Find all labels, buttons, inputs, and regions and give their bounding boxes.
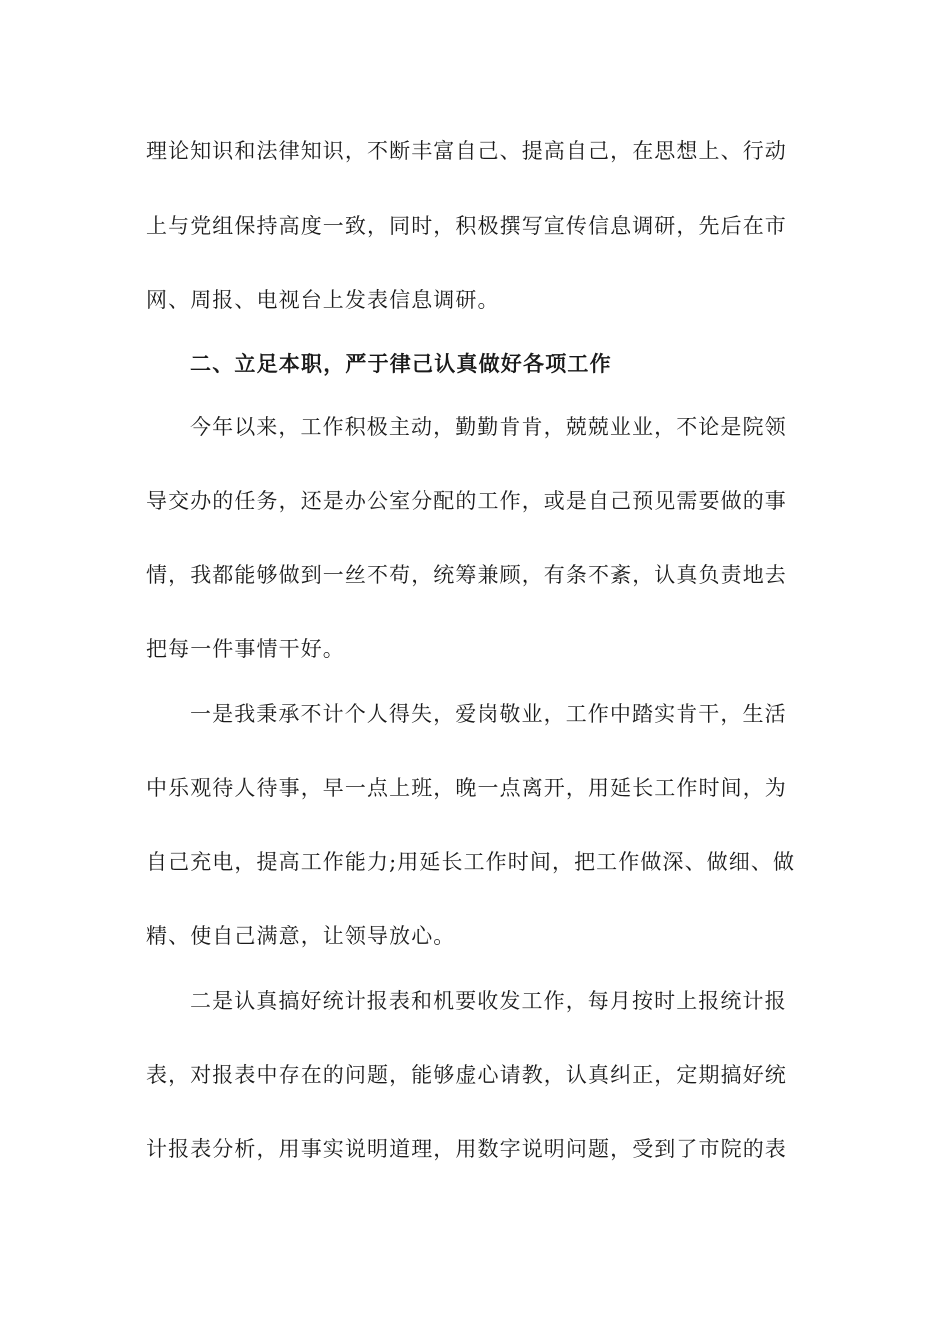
paragraph-line: 二是认真搞好统计报表和机要收发工作，每月按时上报统计报 xyxy=(190,989,787,1013)
paragraph-line: 计报表分析，用事实说明道理，用数字说明问题，受到了市院的表 xyxy=(146,1137,787,1161)
paragraph-line: 导交办的任务，还是办公室分配的工作，或是自己预见需要做的事 xyxy=(146,489,787,513)
paragraph-line: 理论知识和法律知识，不断丰富自己、提高自己，在思想上、行动 xyxy=(146,139,787,163)
paragraph-line: 自己充电，提高工作能力;用延长工作时间，把工作做深、做细、做 xyxy=(146,850,796,874)
paragraph-line: 一是我秉承不计个人得失，爱岗敬业，工作中踏实肯干，生活 xyxy=(190,702,787,726)
paragraph-line: 情，我都能够做到一丝不苟，统筹兼顾，有条不紊，认真负责地去 xyxy=(146,563,787,587)
paragraph-line: 把每一件事情干好。 xyxy=(146,637,345,661)
paragraph-line: 网、周报、电视台上发表信息调研。 xyxy=(146,288,500,312)
paragraph-line: 上与党组保持高度一致，同时，积极撰写宣传信息调研，先后在市 xyxy=(146,214,787,238)
section-heading: 二、立足本职，严于律己认真做好各项工作 xyxy=(190,352,612,376)
paragraph-line: 精、使自己满意，让领导放心。 xyxy=(146,924,456,948)
paragraph-line: 今年以来，工作积极主动，勤勤肯肯，兢兢业业，不论是院领 xyxy=(190,415,787,439)
paragraph-line: 中乐观待人待事，早一点上班，晚一点离开，用延长工作时间，为 xyxy=(146,776,787,800)
paragraph-line: 表，对报表中存在的问题，能够虚心请教，认真纠正，定期搞好统 xyxy=(146,1063,787,1087)
